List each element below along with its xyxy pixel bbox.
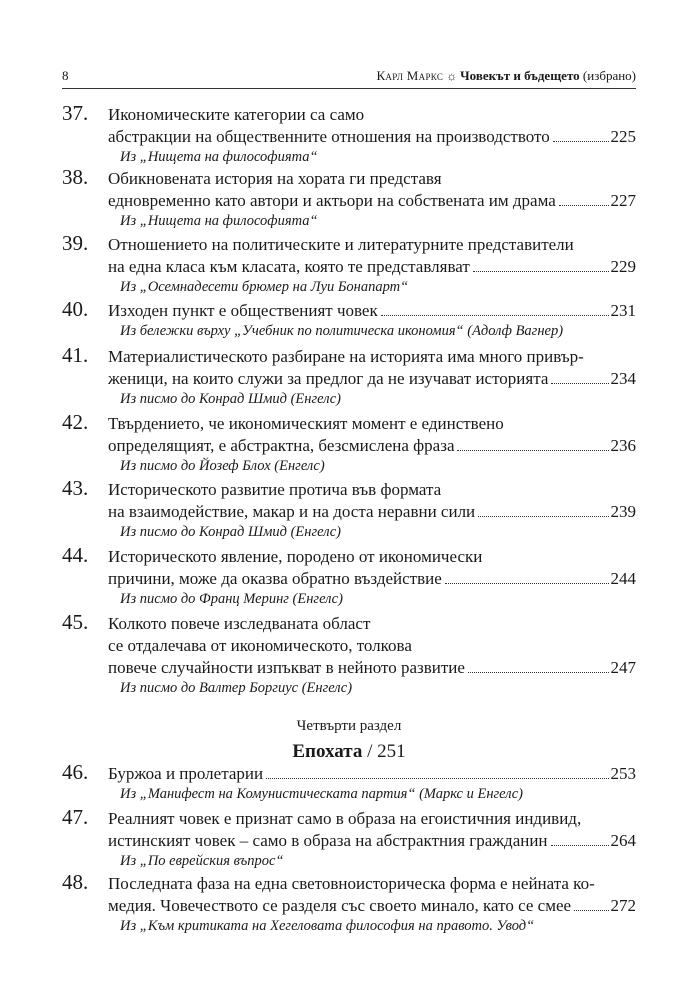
- entry-title-text: медия. Човечеството се разделя със своето минало, като се смее: [108, 896, 572, 915]
- book-note: (избрано): [582, 68, 636, 83]
- entry-page-number: 244: [610, 569, 636, 588]
- entry-number: 38.: [62, 165, 89, 189]
- entry-source: Из „По еврейския въпрос“: [120, 853, 284, 869]
- entry-source: Из „Нищета на философията“: [120, 149, 318, 165]
- entry-title-text: причини, може да оказва обратно въздействие: [108, 569, 442, 588]
- entry-title-line: Колкото повече изследваната област: [108, 614, 371, 633]
- entry-title-line: [108, 300, 636, 322]
- entry-number: 42.: [62, 410, 89, 434]
- entry-title-line: Икономическите категории са само: [108, 105, 365, 124]
- sun-ornament-icon: ☼: [446, 69, 458, 83]
- entry-title-text: на взаимодействие, макар и на доста неравни сили: [108, 502, 476, 521]
- entry-source: Из писмо до Валтер Боргиус (Енгелс): [120, 680, 353, 696]
- entry-page-number: 227: [610, 191, 636, 210]
- dot-leader: [381, 315, 609, 316]
- entry-source: Из „Нищета на философията“: [120, 213, 318, 229]
- entry-title-line: [108, 501, 636, 523]
- section-heading: [62, 741, 636, 763]
- entry-title-text: женици, на които служи за предлог да не изучават историята: [108, 369, 549, 388]
- entry-title-line: Историческото развитие протича във формата: [108, 480, 442, 499]
- dot-leader: [468, 672, 609, 673]
- entry-title-line: Последната фаза на една световноисторическа форма е нейната ко-: [108, 874, 595, 893]
- entry-source: Из „Манифест на Комунистическата партия“ (Маркс и Енгелс): [120, 786, 524, 802]
- entry-source: Из писмо до Йозеф Блох (Енгелс): [120, 458, 325, 474]
- entry-title-line: [108, 895, 636, 917]
- entry-page-number: 239: [610, 502, 636, 521]
- dot-leader: [559, 205, 609, 206]
- entry-number: 44.: [62, 543, 89, 567]
- entry-source: Из бележки върху „Учебник по политическа икономия“ (Адолф Вагнер): [120, 323, 564, 339]
- entry-page-number: 253: [610, 764, 636, 783]
- entry-source: Из писмо до Франц Меринг (Енгелс): [120, 591, 343, 607]
- entry-page-number: 231: [610, 301, 636, 320]
- entry-title-text: абстракции на общественните отношения на производството: [108, 127, 550, 146]
- author-name: Карл Маркс: [376, 68, 444, 83]
- entry-title-text: на една класа към класата, която те представляват: [108, 257, 470, 276]
- entry-title-line: Историческото явление, породено от икономически: [108, 547, 483, 566]
- entry-source: Из „Към критиката на Хегеловата философия на правото. Увод“: [120, 918, 535, 934]
- entry-number: 40.: [62, 297, 89, 321]
- entry-source: Из писмо до Конрад Шмид (Енгелс): [120, 391, 341, 407]
- entry-page-number: 247: [610, 658, 636, 677]
- entry-title-text: определящият, е абстрактна, безсмислена фраза: [108, 436, 455, 455]
- entry-title-text: повече случайности изпъкват в нейното развитие: [108, 658, 465, 677]
- entry-title-line: Реалният човек е признат само в образа на егоистичния индивид,: [108, 809, 582, 828]
- dot-leader: [266, 778, 608, 779]
- entry-title-text: Буржоа и пролетарии: [108, 764, 264, 783]
- section-label: Четвърти раздел: [296, 718, 402, 734]
- dot-leader: [473, 271, 609, 272]
- dot-leader: [445, 583, 609, 584]
- entry-number: 45.: [62, 610, 89, 634]
- entry-title-line: [108, 256, 636, 278]
- dot-leader: [551, 845, 609, 846]
- section-page: / 251: [367, 741, 406, 762]
- dot-leader: [551, 383, 608, 384]
- entry-title-text: истинският човек – само в образа на абстрактния гражданин: [108, 831, 548, 850]
- entry-title-line: Отношението на политическите и литературните представители: [108, 235, 574, 254]
- entry-number: 48.: [62, 870, 89, 894]
- entry-title-text: едновременно като автори и актьори на собствената им драма: [108, 191, 556, 210]
- entry-page-number: 264: [610, 831, 636, 850]
- section-title: Епохата: [292, 741, 363, 762]
- entry-title-line: [108, 830, 636, 852]
- entry-title-line: [108, 190, 636, 212]
- entry-page-number: 234: [610, 369, 636, 388]
- entry-number: 41.: [62, 343, 89, 367]
- dot-leader: [478, 516, 608, 517]
- running-title: [376, 68, 636, 84]
- dot-leader: [553, 141, 609, 142]
- entry-title-line: [108, 763, 636, 785]
- entry-title-line: Обикновената история на хората ги представя: [108, 169, 442, 188]
- entry-number: 37.: [62, 101, 89, 125]
- entry-title-text: Изходен пункт е общественият човек: [108, 301, 378, 320]
- entry-title-line: [108, 435, 636, 457]
- dot-leader: [574, 910, 608, 911]
- entry-title-line: [108, 568, 636, 590]
- running-header: [62, 66, 636, 89]
- page-number: 8: [62, 68, 69, 83]
- entry-title-line: Материалистическото разбиране на историята има много привър-: [108, 347, 584, 366]
- book-title: Човекът и бъдещето: [460, 68, 580, 83]
- entry-title-line: [108, 368, 636, 390]
- entry-page-number: 236: [610, 436, 636, 455]
- entry-source: Из „Осемнадесети брюмер на Луи Бонапарт“: [120, 279, 409, 295]
- entry-page-number: 225: [610, 127, 636, 146]
- entry-number: 43.: [62, 476, 89, 500]
- entry-page-number: 229: [610, 257, 636, 276]
- entry-title-line: се отдалечава от икономическото, толкова: [108, 636, 412, 655]
- entry-title-line: [108, 657, 636, 679]
- entry-page-number: 272: [610, 896, 636, 915]
- entry-number: 39.: [62, 231, 89, 255]
- entry-number: 47.: [62, 805, 89, 829]
- entry-title-line: [108, 126, 636, 148]
- entry-title-line: Твърдението, че икономическият момент е единствено: [108, 414, 504, 433]
- entry-source: Из писмо до Конрад Шмид (Енгелс): [120, 524, 341, 540]
- entry-number: 46.: [62, 760, 89, 784]
- dot-leader: [457, 450, 608, 451]
